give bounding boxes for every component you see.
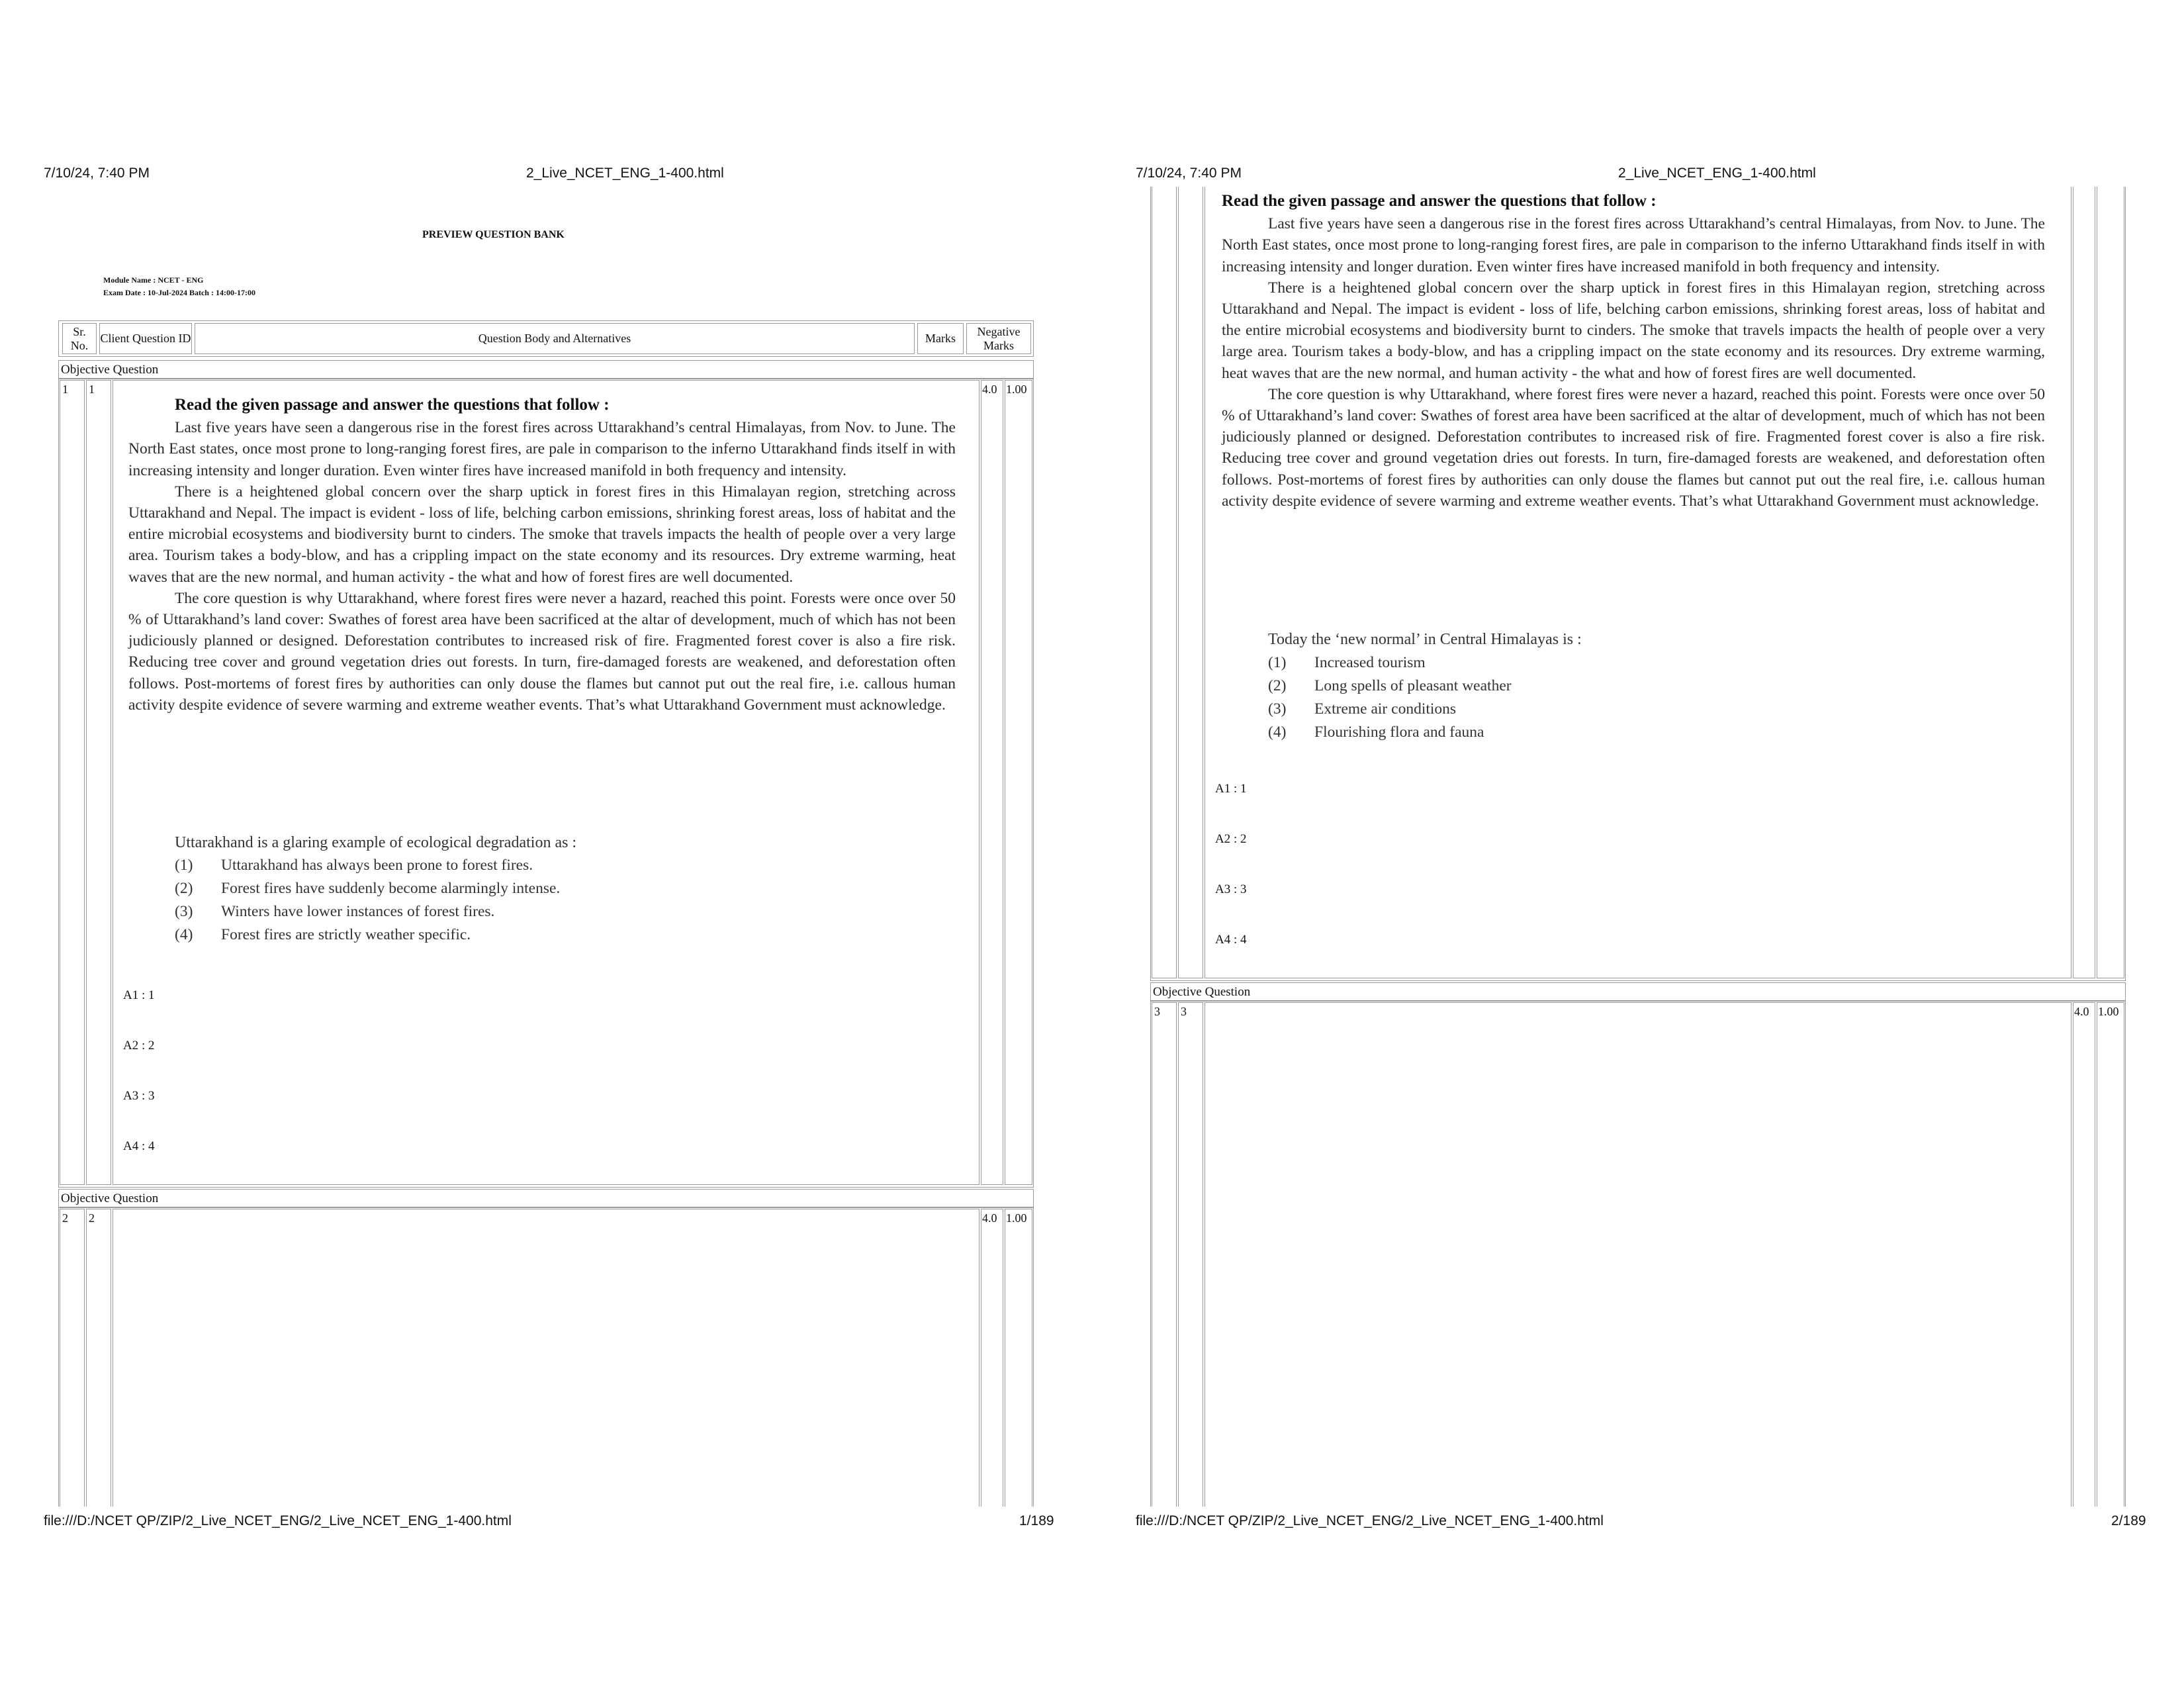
option-text: Increased tourism [1314,654,1426,671]
answer-choice: A3 : 3 [1215,882,1247,896]
question-sr: 1 [62,383,68,396]
id-cell [1178,187,1203,978]
option-number: (2) [1268,677,1287,694]
option-number: (1) [175,857,193,874]
option-number: (4) [1268,724,1287,741]
passage-paragraph: There is a heightened global concern over the sharp uptick in forest fires in this Himalayan region, stretching across Uttarakhand and Nepal. The impact is evident - loss of life, belching carbon emissions, shrinking forest areas, loss of habitat and the entire microbial ecosystems and biodiversity burnt to cinders. The smoke that travels impacts the health of people over a very large area. Tourism takes a body-blow, and has a crippling impact on the state economy and its resources. Dry extreme warming, heat waves that are the new normal, and human activity - the what and how of forest fires are well documented. [128,483,956,586]
option [1268,677,1512,695]
option [1268,700,1456,718]
option-number: (3) [1268,700,1287,718]
question-id: 2 [89,1211,95,1225]
passage-title: Read the given passage and answer the questions that follow : [1222,192,1657,210]
col-negative-header: Negative Marks [966,323,1031,354]
option-number: (3) [175,903,193,920]
question-id: 1 [89,383,95,396]
passage-block [128,395,956,716]
marks-cell [981,1209,1003,1507]
marks-cell [2073,1002,2095,1507]
marks-cell [2073,187,2095,978]
option-text: Long spells of pleasant weather [1314,677,1512,694]
question-sr: 3 [1154,1005,1160,1018]
sr-cell [60,380,85,1185]
passage-paragraph: Last five years have seen a dangerous rise in the forest fires across Uttarakhand’s central Himalayas, from Nov. to June. The North East states, once most prone to long-ranging forest fires, are pale in comparison to the inferno Uttarakhand finds itself in with increasing intensity and longer duration. Even winter fires have increased manifold in both frequency and intensity. [128,419,956,479]
option [175,857,533,874]
divider [1150,1000,2126,1002]
answer-choice: A1 : 1 [123,988,155,1002]
divider [58,1207,1034,1208]
option-text: Forest fires are strictly weather specific. [221,926,471,943]
answer-choice: A4 : 4 [123,1139,155,1153]
option-text: Extreme air conditions [1314,700,1457,718]
question-negative-marks: 1.00 [1006,1211,1027,1225]
option [175,926,471,944]
question-marks: 4.0 [2074,1005,2089,1018]
question-id: 3 [1181,1005,1187,1018]
option-number: (4) [175,926,193,943]
passage-block [1222,191,2045,512]
sr-cell [1152,187,1177,978]
option [175,903,494,921]
col-marks-header: Marks [917,323,964,354]
body-cell [1205,1002,2071,1507]
id-cell [86,1209,111,1507]
page-number: 1/189 [1019,1513,1054,1528]
question-negative-marks: 1.00 [2098,1005,2119,1018]
col-id-header: Client Question ID [99,323,192,354]
question-marks: 4.0 [982,1211,997,1225]
answer-choice: A4 : 4 [1215,933,1247,947]
negative-cell [2097,187,2124,978]
sr-cell [1152,1002,1177,1507]
marks-cell [981,380,1003,1185]
col-sr-header: Sr. No. [62,323,97,354]
passage-paragraph: Last five years have seen a dangerous rise in the forest fires across Uttarakhand’s central Himalayas, from Nov. to June. The North East states, once most prone to long-ranging forest fires, are pale in comparison to the inferno Uttarakhand finds itself in with increasing intensity and longer duration. Even winter fires have increased manifold in both frequency and intensity. [1222,215,2045,275]
module-name: Module Name : NCET - ENG [103,275,204,285]
bank-title: PREVIEW QUESTION BANK [422,229,565,240]
print-doc-title: 2_Live_NCET_ENG_1-400.html [526,165,724,181]
section-label: Objective Question [1153,985,1251,999]
exam-date: Exam Date : 10-Jul-2024 Batch : 14:00-17:00 [103,288,255,297]
question-marks: 4.0 [982,383,997,396]
answer-choice: A3 : 3 [123,1089,155,1103]
option [1268,654,1426,672]
passage-paragraph: The core question is why Uttarakhand, where forest fires were never a hazard, reached this point. Forests were once over 50 % of Uttarakhand’s land cover: Swathes of forest area have been sacrificed at the altar of development, much of which has not been judiciously planned or designed. Deforestation contributes to increased risk of fire. Fragmented forest cover is also a fire risk. Reducing tree cover and ground vegetation dries out forests. In turn, fire-damaged forests are weakened, and deforestation often follows. Post-mortems of forest fires by authorities can only douse the flames but cannot put out the real fire, i.e. callous human activity despite evidence of severe warming and extreme weather events. That’s what Uttarakhand Government must acknowledge. [128,589,956,714]
option-text: Uttarakhand has always been prone to forest fires. [221,857,533,874]
negative-cell [1005,1209,1032,1507]
answer-choice: A2 : 2 [123,1039,155,1053]
passage-paragraph: There is a heightened global concern over the sharp uptick in forest fires in this Himalayan region, stretching across Uttarakhand and Nepal. The impact is evident - loss of life, belching carbon emissions, shrinking forest areas, loss of habitat and the entire microbial ecosystems and biodiversity burnt to cinders. The smoke that travels impacts the health of people over a very large area. Tourism takes a body-blow, and has a crippling impact on the state economy and its resources. Dry extreme warming, heat waves that are the new normal, and human activity - the what and how of forest fires are well documented. [1222,279,2045,382]
passage-title: Read the given passage and answer the questions that follow : [175,396,610,414]
page-number: 2/189 [2111,1513,2146,1528]
question-sr: 2 [62,1211,68,1225]
question-negative-marks: 1.00 [1006,383,1027,396]
option-number: (1) [1268,654,1287,671]
option-number: (2) [175,880,193,897]
answer-choice: A1 : 1 [1215,782,1247,796]
section-label: Objective Question [61,363,159,377]
question-stem: Uttarakhand is a glaring example of ecological degradation as : [175,834,577,851]
divider [58,378,1034,379]
option [175,880,560,898]
section-label: Objective Question [61,1192,159,1205]
answer-choice: A2 : 2 [1215,832,1247,846]
sr-cell [60,1209,85,1507]
passage-paragraph: The core question is why Uttarakhand, where forest fires were never a hazard, reached this point. Forests were once over 50 % of Uttarakhand’s land cover: Swathes of forest area have been sacrificed at the altar of development, much of which has not been judiciously planned or designed. Deforestation contributes to increased risk of fire. Fragmented forest cover is also a fire risk. Reducing tree cover and ground vegetation dries out forests. In turn, fire-damaged forests are weakened, and deforestation often follows. Post-mortems of forest fires by authorities can only douse the flames but cannot put out the real fire, i.e. callous human activity despite evidence of severe warming and extreme weather events. That’s what Uttarakhand Government must acknowledge. [1222,385,2045,510]
col-body-header: Question Body and Alternatives [195,323,915,354]
print-doc-title: 2_Live_NCET_ENG_1-400.html [1618,165,1816,181]
file-path: file:///D:/NCET QP/ZIP/2_Live_NCET_ENG/2_Live_NCET_ENG_1-400.html [44,1513,512,1528]
option-text: Winters have lower instances of forest fires. [221,903,495,920]
option-text: Flourishing flora and fauna [1314,724,1484,741]
body-cell [113,1209,979,1507]
print-datetime: 7/10/24, 7:40 PM [1136,165,1242,181]
option-text: Forest fires have suddenly become alarmingly intense. [221,880,561,897]
print-datetime: 7/10/24, 7:40 PM [44,165,150,181]
question-stem: Today the ‘new normal’ in Central Himalayas is : [1268,631,1582,648]
negative-cell [1005,380,1032,1185]
page-2 [1092,0,2184,1688]
id-cell [86,380,111,1185]
file-path: file:///D:/NCET QP/ZIP/2_Live_NCET_ENG/2_Live_NCET_ENG_1-400.html [1136,1513,1604,1528]
id-cell [1178,1002,1203,1507]
negative-cell [2097,1002,2124,1507]
option [1268,724,1484,741]
